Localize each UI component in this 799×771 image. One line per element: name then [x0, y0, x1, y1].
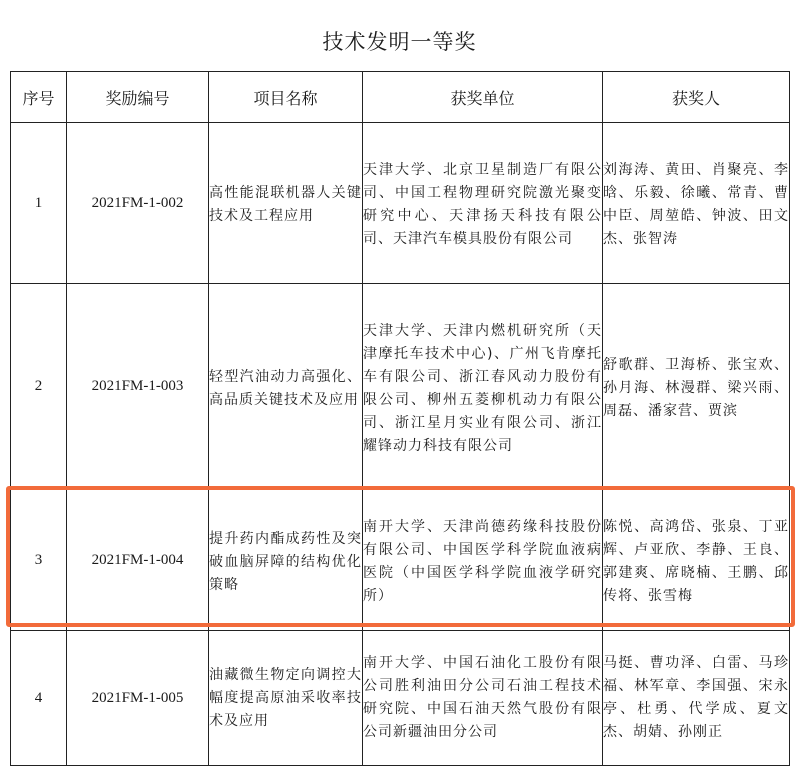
row-project	[209, 631, 363, 766]
header-no: 序号	[11, 72, 67, 123]
row-no: 4	[11, 631, 67, 766]
row-unit	[363, 123, 603, 284]
row-winners-text: 马挺、曹功泽、白雷、马珍福、林军章、李国强、宋永亭、杜勇、代学成、夏文杰、胡婧、孙刚正	[603, 655, 789, 740]
row-unit-text: 南开大学、中国石油化工股份有限公司胜利油田分公司石油工程技术研究院、中国石油天然气股份有限公司新疆油田分公司	[363, 655, 602, 740]
row-unit-text: 南开大学、天津尚德药缘科技股份有限公司、中国医学科学院血液病医院（中国医学科学院血液学研究所）	[363, 519, 602, 604]
row-code: 2021FM-1-004	[67, 490, 209, 631]
row-unit	[363, 631, 603, 766]
row-code: 2021FM-1-002	[67, 123, 209, 284]
header-row	[11, 72, 790, 123]
row-code: 2021FM-1-003	[67, 284, 209, 490]
row-winners-text: 刘海涛、黄田、肖聚亮、李晗、乐毅、徐曦、常青、曹中臣、周堃皓、钟波、田文杰、张智涛	[603, 162, 789, 247]
award-table	[10, 71, 790, 766]
row-winners	[603, 123, 790, 284]
row-unit	[363, 490, 603, 631]
table-row	[11, 490, 790, 631]
row-project	[209, 284, 363, 490]
row-winners-text: 舒歌群、卫海桥、张宝欢、孙月海、林漫群、梁兴雨、周磊、潘家营、贾滨	[603, 357, 789, 419]
row-winners	[603, 284, 790, 490]
row-no: 3	[11, 490, 67, 631]
row-project-text: 油藏微生物定向调控大幅度提高原油采收率技术及应用	[209, 666, 362, 729]
row-winners-text: 陈悦、高鸿岱、张泉、丁亚辉、卢亚欣、李静、王良、郭建爽、席晓楠、王鹏、邱传将、张雪梅	[603, 519, 789, 604]
page-title: 技术发明一等奖	[322, 30, 477, 54]
row-code: 2021FM-1-005	[67, 631, 209, 766]
header-code: 奖励编号	[67, 72, 209, 123]
row-project	[209, 490, 363, 631]
row-unit-text: 天津大学、天津内燃机研究所（天津摩托车技术中心)、广州飞肯摩托车有限公司、浙江春风动力股份有限公司、柳州五菱柳机动力有限公司、浙江星月实业有限公司、浙江耀锋动力科技有限公司	[363, 322, 602, 454]
row-unit-text: 天津大学、北京卫星制造厂有限公司、中国工程物理研究院激光聚变研究中心、天津扬天科技有限公司、天津汽车模具股份有限公司	[363, 162, 602, 247]
row-no: 1	[11, 123, 67, 284]
row-project-text: 提升药内酯成药性及突破血脑屏障的结构优化策略	[209, 530, 362, 593]
table-row	[11, 284, 790, 490]
table-row	[11, 631, 790, 766]
row-winners	[603, 490, 790, 631]
header-project: 项目名称	[209, 72, 363, 123]
row-project-text: 高性能混联机器人关键技术及工程应用	[209, 185, 362, 224]
header-winners: 获奖人	[603, 72, 790, 123]
table-row	[11, 123, 790, 284]
header-unit: 获奖单位	[363, 72, 603, 123]
row-winners	[603, 631, 790, 766]
row-no: 2	[11, 284, 67, 490]
row-project	[209, 123, 363, 284]
row-unit	[363, 284, 603, 490]
row-project-text: 轻型汽油动力高强化、高品质关键技术及应用	[209, 368, 362, 408]
